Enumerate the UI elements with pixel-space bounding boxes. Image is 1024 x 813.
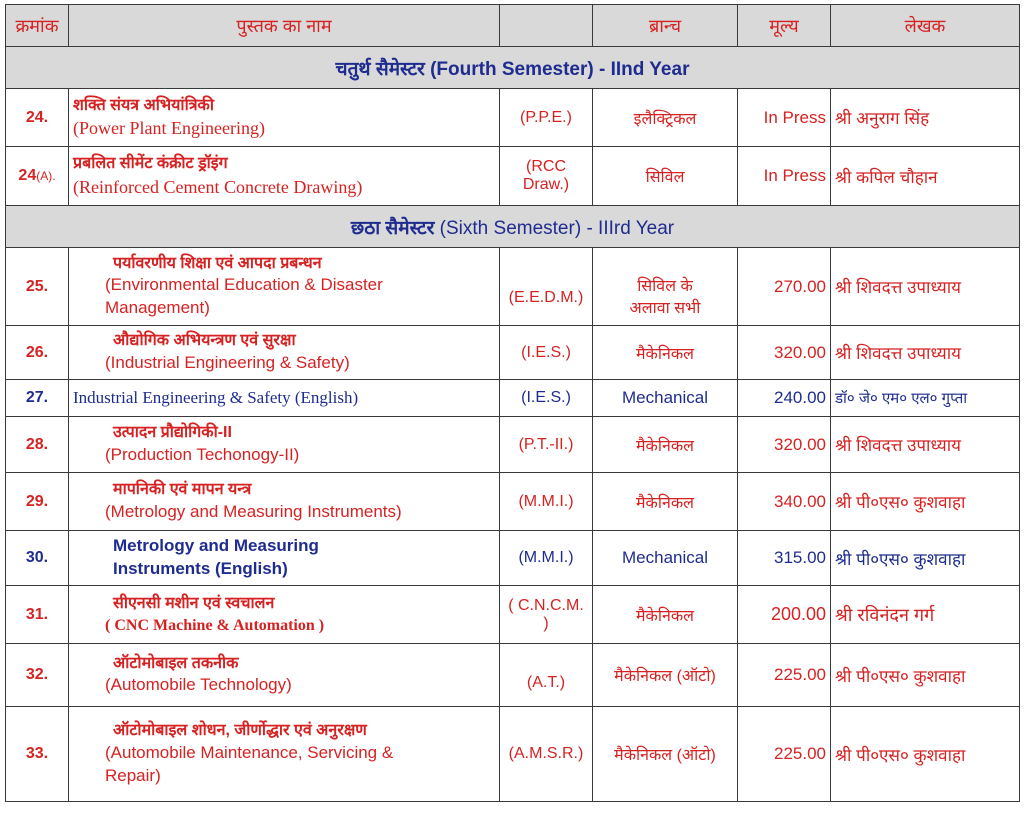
book-name-english-line1: (Environmental Education & Disaster (105, 275, 383, 295)
price: 315.00 (738, 531, 831, 586)
book-name-english: Industrial Engineering & Safety (English) (73, 387, 359, 407)
branch: मैकेनिकल (593, 473, 738, 531)
branch: मैकेनिकल (593, 417, 738, 473)
book-catalog-table (5, 4, 1020, 802)
book-name-english-line2: Management) (105, 298, 210, 318)
table-row (6, 644, 1020, 707)
section-heading-fourth-semester (6, 47, 1020, 89)
author: श्री रविनंदन गर्ग (831, 586, 1020, 644)
table-row (6, 707, 1020, 802)
table-row (6, 417, 1020, 473)
book-name (69, 147, 500, 206)
book-name-english: ( CNC Machine & Automation ) (105, 616, 325, 634)
header-price: मूल्य (738, 5, 831, 47)
book-name-hindi: प्रबलित सीमेंट कंक्रीट ड्रॉइंग (73, 155, 228, 173)
book-code: ( C.N.C.M. ) (500, 586, 593, 644)
serial-number: 31. (6, 586, 69, 644)
serial-number: 26. (6, 326, 69, 380)
book-name-hindi: सीएनसी मशीन एवं स्वचालन (113, 594, 275, 612)
table-row (6, 89, 1020, 147)
branch: Mechanical (593, 531, 738, 586)
table-row (6, 248, 1020, 326)
book-code: (M.M.I.) (500, 531, 593, 586)
serial-number: 29. (6, 473, 69, 531)
branch: मैकेनिकल (ऑटो) (593, 707, 738, 802)
book-name-hindi: पर्यावरणीय शिक्षा एवं आपदा प्रबन्धन (113, 254, 322, 272)
branch: मैकेनिकल (ऑटो) (593, 644, 738, 707)
serial-number: 24. (6, 89, 69, 147)
header-serial-number: क्रमांक (6, 5, 69, 47)
serial-number: 25. (6, 248, 69, 326)
author: श्री शिवदत्त उपाध्याय (831, 326, 1020, 380)
section-title-hindi: चतुर्थ सैमेस्टर (335, 58, 425, 80)
branch: मैकेनिकल (593, 326, 738, 380)
branch-line1: सिविल के (637, 277, 693, 295)
book-code: (E.E.D.M.) (500, 248, 593, 326)
book-name-english-line1: (Automobile Maintenance, Servicing & (105, 742, 394, 762)
section-heading-sixth-semester (6, 206, 1020, 248)
book-name (69, 89, 500, 147)
price: 240.00 (738, 380, 831, 417)
price: In Press (738, 89, 831, 147)
book-name-english-line1: Metrology and Measuring (113, 536, 319, 556)
author: श्री कपिल चौहान (831, 147, 1020, 206)
book-name-hindi: मापनिकी एवं मापन यन्त्र (113, 481, 252, 499)
book-name (69, 380, 500, 417)
book-name-hindi: ऑटोमोबाइल शोधन, जीर्णोद्धार एवं अनुरक्षण (113, 722, 367, 740)
book-code: (I.E.S.) (500, 380, 593, 417)
section-title-english: (Sixth Semester) (439, 217, 582, 239)
table-row (6, 473, 1020, 531)
table-header-row (6, 5, 1020, 47)
branch-line2: अलावा सभी (629, 299, 701, 317)
author: श्री पी०एस० कुशवाहा (831, 531, 1020, 586)
book-code: (P.P.E.) (500, 89, 593, 147)
author: श्री शिवदत्त उपाध्याय (831, 248, 1020, 326)
book-name-english: (Industrial Engineering & Safety) (105, 352, 350, 372)
table-row (6, 531, 1020, 586)
price: 225.00 (738, 707, 831, 802)
header-code (500, 5, 593, 47)
book-name (69, 586, 500, 644)
serial-number: 33. (6, 707, 69, 802)
book-name-english: (Automobile Technology) (105, 675, 292, 695)
author: श्री अनुराग सिंह (831, 89, 1020, 147)
branch: मैकेनिकल (593, 586, 738, 644)
book-name (69, 644, 500, 707)
branch: Mechanical (593, 380, 738, 417)
book-name-hindi: शक्ति संयत्र अभियांत्रिकी (73, 96, 214, 114)
author: डॉ० जे० एम० एल० गुप्ता (831, 380, 1020, 417)
book-code: (RCC Draw.) (500, 147, 593, 206)
book-code: (P.T.-II.) (500, 417, 593, 473)
book-code: (A.M.S.R.) (500, 707, 593, 802)
book-name-english: (Production Techonogy-II) (105, 444, 300, 464)
book-code: (A.T.) (500, 644, 593, 707)
book-name (69, 248, 500, 326)
book-code: (I.E.S.) (500, 326, 593, 380)
book-name (69, 473, 500, 531)
book-name-english-line2: Repair) (105, 765, 161, 785)
price: 200.00 (738, 586, 831, 644)
book-name (69, 531, 500, 586)
book-name (69, 417, 500, 473)
branch: सिविल (593, 147, 738, 206)
book-code: (M.M.I.) (500, 473, 593, 531)
table-row (6, 147, 1020, 206)
author: श्री पी०एस० कुशवाहा (831, 473, 1020, 531)
serial-number (6, 147, 69, 206)
section-year: - IInd Year (599, 58, 690, 80)
book-name-english: (Metrology and Measuring Instruments) (105, 501, 402, 521)
price: In Press (738, 147, 831, 206)
branch (593, 248, 738, 326)
serial-number-main: 24 (18, 167, 37, 184)
header-book-name: पुस्तक का नाम (69, 5, 500, 47)
section-year: - IIIrd Year (586, 217, 675, 239)
price: 320.00 (738, 326, 831, 380)
author: श्री शिवदत्त उपाध्याय (831, 417, 1020, 473)
serial-number: 30. (6, 531, 69, 586)
price: 320.00 (738, 417, 831, 473)
book-name-hindi: उत्पादन प्रौद्योगिकी-II (113, 424, 232, 442)
book-name-english: (Reinforced Cement Concrete Drawing) (73, 176, 363, 197)
book-name-english-line2: Instruments (English) (113, 559, 288, 578)
price: 225.00 (738, 644, 831, 707)
section-title-english: (Fourth Semester) (430, 58, 594, 80)
book-name-hindi: औद्योगिक अभियन्त्रण एवं सुरक्षा (113, 332, 296, 350)
book-name (69, 326, 500, 380)
book-name-hindi: ऑटोमोबाइल तकनीक (113, 654, 239, 672)
serial-number: 27. (6, 380, 69, 417)
serial-number: 28. (6, 417, 69, 473)
author: श्री पी०एस० कुशवाहा (831, 707, 1020, 802)
author: श्री पी०एस० कुशवाहा (831, 644, 1020, 707)
table-row (6, 380, 1020, 417)
table-row (6, 326, 1020, 380)
book-name-english: (Power Plant Engineering) (73, 118, 265, 139)
table-row (6, 586, 1020, 644)
book-name (69, 707, 500, 802)
section-title-hindi: छठा सैमेस्टर (350, 217, 435, 239)
header-author: लेखक (831, 5, 1020, 47)
serial-number-suffix: (A). (36, 169, 56, 183)
header-branch: ब्रान्च (593, 5, 738, 47)
serial-number: 32. (6, 644, 69, 707)
branch: इलैक्ट्रिकल (593, 89, 738, 147)
price: 340.00 (738, 473, 831, 531)
price: 270.00 (738, 248, 831, 326)
